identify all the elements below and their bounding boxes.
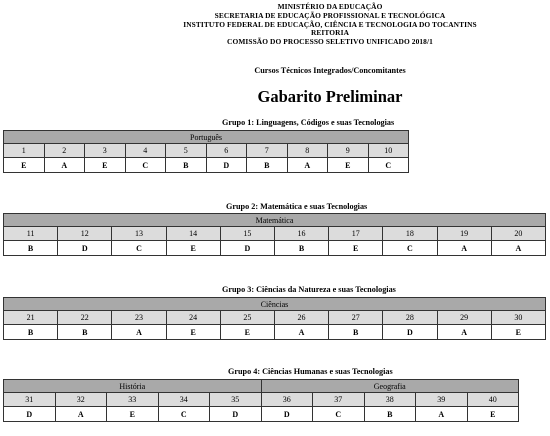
- question-number: 14: [166, 227, 220, 241]
- question-number: 28: [383, 311, 437, 325]
- answer-cell: C: [125, 158, 166, 173]
- answer-cell: C: [112, 241, 166, 256]
- question-number: 30: [491, 311, 545, 325]
- subject-header-history: História: [4, 380, 262, 393]
- question-number: 3: [85, 144, 126, 158]
- question-number: 24: [166, 311, 220, 325]
- question-number: 7: [247, 144, 288, 158]
- question-number: 33: [107, 393, 159, 407]
- answer-cell: C: [383, 241, 437, 256]
- answer-cell: B: [329, 325, 383, 340]
- question-number: 17: [329, 227, 383, 241]
- question-number: 20: [491, 227, 545, 241]
- answer-key-table-group-3: [3, 297, 546, 340]
- question-number: 19: [437, 227, 491, 241]
- answer-cell: A: [287, 158, 328, 173]
- answer-cell: B: [166, 158, 207, 173]
- answer-cell: D: [220, 241, 274, 256]
- question-number: 32: [55, 393, 107, 407]
- group-4-title: Grupo 4: Ciências Humanas e suas Tecnologias: [228, 367, 393, 376]
- answer-cell: E: [166, 241, 220, 256]
- answer-cell: D: [4, 407, 56, 422]
- question-number: 39: [416, 393, 468, 407]
- question-number: 13: [112, 227, 166, 241]
- subject-header: Matemática: [4, 214, 546, 227]
- answer-row: [4, 158, 409, 173]
- answer-cell: E: [4, 158, 45, 173]
- question-number: 9: [328, 144, 369, 158]
- answer-cell: E: [467, 407, 519, 422]
- header-ministry: MINISTÉRIO DA EDUCAÇÃO: [277, 2, 383, 11]
- question-number: 26: [274, 311, 328, 325]
- answer-cell: D: [58, 241, 112, 256]
- answer-cell: B: [4, 325, 58, 340]
- answer-cell: B: [274, 241, 328, 256]
- question-number: 37: [313, 393, 365, 407]
- answer-cell: E: [220, 325, 274, 340]
- question-number: 16: [274, 227, 328, 241]
- answer-cell: C: [313, 407, 365, 422]
- answer-cell: D: [261, 407, 313, 422]
- question-number: 27: [329, 311, 383, 325]
- answer-cell: C: [158, 407, 210, 422]
- header-commission: COMISSÃO DO PROCESSO SELETIVO UNIFICADO 2018/1: [227, 37, 433, 47]
- question-number: 8: [287, 144, 328, 158]
- answer-cell: A: [55, 407, 107, 422]
- answer-cell: A: [274, 325, 328, 340]
- answer-cell: A: [437, 325, 491, 340]
- answer-cell: D: [210, 407, 262, 422]
- answer-cell: E: [85, 158, 126, 173]
- subject-header: Ciências: [4, 298, 546, 311]
- header-secretariat: SECRETARIA DE EDUCAÇÃO PROFISSIONAL E TECNOLÓGICA: [214, 10, 446, 20]
- answer-row: [4, 325, 546, 340]
- answer-row: [4, 407, 519, 422]
- question-number: 36: [261, 393, 313, 407]
- question-number: 1: [4, 144, 45, 158]
- answer-key-table-group-2: [3, 213, 546, 256]
- question-number: 10: [368, 144, 409, 158]
- answer-key-table-group-1: [3, 130, 409, 173]
- subject-header: Português: [4, 131, 409, 144]
- question-number: 21: [4, 311, 58, 325]
- question-number: 29: [437, 311, 491, 325]
- group-2-title: Grupo 2: Matemática e suas Tecnologias: [226, 202, 368, 211]
- answer-row: [4, 241, 546, 256]
- question-number: 25: [220, 311, 274, 325]
- answer-cell: B: [247, 158, 288, 173]
- question-number-row: [4, 311, 546, 325]
- question-number-row: [4, 227, 546, 241]
- question-number: 6: [206, 144, 247, 158]
- question-number: 38: [364, 393, 416, 407]
- answer-cell: A: [112, 325, 166, 340]
- document-header: [0, 3, 550, 47]
- answer-cell: E: [166, 325, 220, 340]
- question-number-row: [4, 393, 519, 407]
- answer-cell: E: [328, 158, 369, 173]
- question-number: 40: [467, 393, 519, 407]
- answer-cell: A: [437, 241, 491, 256]
- answer-cell: A: [44, 158, 85, 173]
- question-number: 4: [125, 144, 166, 158]
- group-3-title: Grupo 3: Ciências da Natureza e suas Tecnologias: [222, 285, 396, 294]
- page-title: Gabarito Preliminar: [257, 87, 403, 106]
- answer-key-table-group-4: [3, 379, 519, 422]
- question-number: 11: [4, 227, 58, 241]
- question-number: 12: [58, 227, 112, 241]
- answer-cell: C: [368, 158, 409, 173]
- answer-cell: D: [383, 325, 437, 340]
- question-number: 34: [158, 393, 210, 407]
- question-number: 18: [383, 227, 437, 241]
- question-number: 35: [210, 393, 262, 407]
- answer-cell: A: [491, 241, 545, 256]
- question-number: 23: [112, 311, 166, 325]
- question-number: 15: [220, 227, 274, 241]
- answer-cell: E: [329, 241, 383, 256]
- group-1-title: Grupo 1: Linguagens, Códigos e suas Tecnologias: [222, 118, 395, 127]
- answer-cell: B: [58, 325, 112, 340]
- answer-cell: A: [416, 407, 468, 422]
- header-rectorate: REITORIA: [310, 28, 350, 38]
- header-institute: INSTITUTO FEDERAL DE EDUCAÇÃO, CIÊNCIA E TECNOLOGIA DO TOCANTINS: [183, 19, 477, 29]
- answer-cell: E: [107, 407, 159, 422]
- answer-cell: B: [364, 407, 416, 422]
- question-number: 2: [44, 144, 85, 158]
- answer-cell: E: [491, 325, 545, 340]
- question-number-row: [4, 144, 409, 158]
- subject-header-geography: Geografia: [261, 380, 519, 393]
- question-number: 5: [166, 144, 207, 158]
- document-subtitle: Cursos Técnicos Integrados/Concomitantes: [254, 66, 406, 75]
- answer-cell: D: [206, 158, 247, 173]
- question-number: 22: [58, 311, 112, 325]
- question-number: 31: [4, 393, 56, 407]
- answer-cell: B: [4, 241, 58, 256]
